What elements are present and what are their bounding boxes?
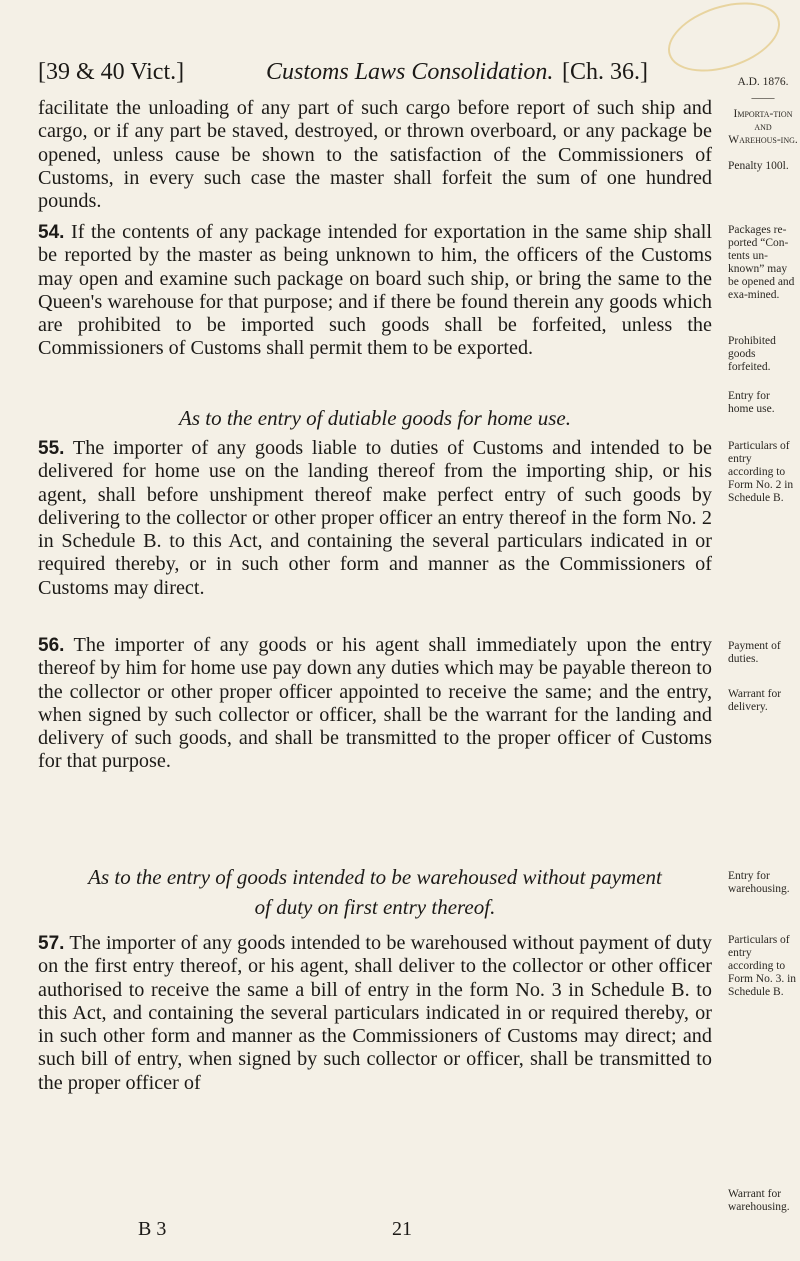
running-title: Customs Laws Consolidation. [266,59,554,85]
section-number: 54. [38,222,65,243]
section-number: 55. [38,438,65,459]
margin-importation: Importa-tion and Warehous-ing. [728,108,798,146]
margin-penalty: Penalty 100l. [728,160,789,172]
section-number: 56. [38,635,65,656]
section-number: 57. [38,933,65,954]
running-header [38,59,720,91]
margin-packages: Packages re-ported “Con-tents un-known” may be opened and exa-mined. [728,224,795,301]
heading-warehousing: As to the entry of goods intended to be warehoused without payment of duty on first entry thereof. [88,865,662,919]
heading-home-use: As to the entry of dutiable goods for home use. [179,406,571,430]
paragraph-continued: facilitate the unloading of any part of such cargo before report of such ship and cargo, or if any part be staved, destroyed, or thrown overboard, or any package be opened, unless cause be shown to the satisfaction of the Commissioners of Customs, in every such case the master shall forfeit the sum of one hundred pounds. [38,97,712,213]
section-text: The importer of any goods liable to duties of Customs and intended to be delivered for home use on the landing thereof from the importing ship, or his agent, shall before unshipment thereof make perfect entry of such goods by delivering to the collector or other proper officer an entry thereof in the form No. 2 in Schedule B. to this Act, and containing the several particulars indicated in or required thereby, or in such other form and manner as the Commissioners of Customs may direct. [38,437,712,599]
margin-particulars-form3: Particulars of entry according to Form No. 3. in Schedule B. [728,934,797,998]
section-55 [38,437,712,600]
act-reference: [39 & 40 Vict.] [38,59,185,85]
chapter-reference: [Ch. 36.] [562,59,648,85]
margin-payment: Payment of duties. [728,640,781,665]
margin-warrant-warehousing: Warrant for warehousing. [728,1188,790,1213]
section-text: If the contents of any package intended for exportation in the same ship shall be reported by the master as being unknown to him, the officers of the Customs may open and examine such package on board such ship, or bring the same to the Queen's warehouse for that purpose; and if there be found therein any goods which are prohibited to be imported such goods shall be forfeited, unless the Commissioners of Customs shall permit them to be exported. [38,221,713,360]
margin-entry-home: Entry for home use. [728,390,775,415]
margin-dash: —— [751,92,775,104]
section-57 [38,932,712,1095]
section-text: The importer of any goods or his agent shall immediately upon the entry thereof by him for home use pay down any duties which may be payable thereon to the collector or other proper officer appointed to receive the same; and the entry, when signed by such collector or officer, shall be the warrant for the landing and delivery of such goods, and shall be transmitted to the proper officer of Customs for that purpose. [38,634,712,773]
margin-prohibited: Prohibited goods forfeited. [728,335,776,373]
page-number: 21 [392,1218,412,1240]
section-text: The importer of any goods intended to be warehoused without payment of duty on the first entry thereof, or his agent, shall deliver to the collector or other officer authorised to receive the same a bill of entry in the form No. 3 in Schedule B. to this Act, and containing the several particulars indicated in or required thereby, or in such other form and manner as the Commissioners of Customs may direct; and such bill of entry, when signed by such collector or officer, shall be transmitted to the proper officer of [38,932,712,1094]
section-54 [38,221,712,361]
signature-mark: B 3 [138,1218,167,1240]
margin-year: A.D. 1876. [737,76,789,88]
section-56 [38,634,712,774]
margin-entry-warehousing: Entry for warehousing. [728,870,790,895]
margin-particulars-form2: Particulars of entry according to Form No. 2 in Schedule B. [728,440,794,504]
margin-warrant-delivery: Warrant for delivery. [728,688,782,713]
